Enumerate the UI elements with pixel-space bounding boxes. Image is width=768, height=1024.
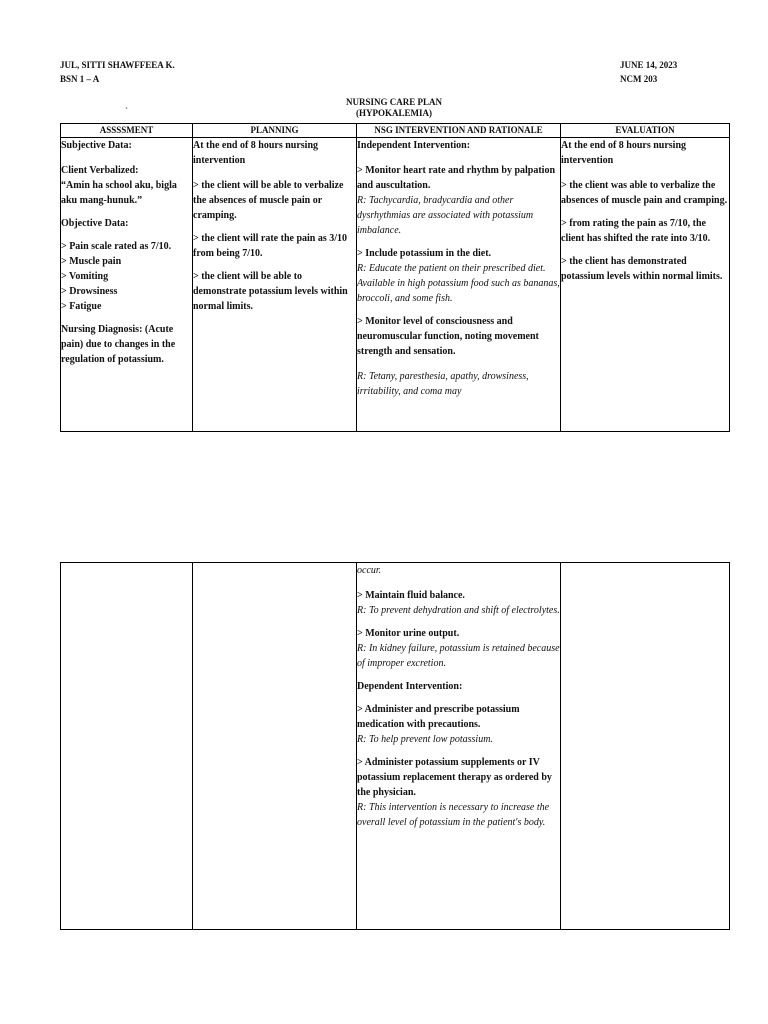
planning-item: > the client will be able to demonstrate potassium levels within normal limits.: [193, 271, 348, 312]
student-name: JUL, SITTI SHAWFFEEA K.: [60, 60, 175, 70]
table-header-row: [61, 124, 730, 138]
dependent-intervention-label: Dependent Intervention:: [357, 681, 463, 692]
evaluation-cell-continued: [561, 563, 730, 930]
planning-cell: [193, 138, 357, 432]
intervention-item: > Monitor urine output.: [357, 628, 460, 639]
objective-item: > Fatigue: [61, 301, 102, 312]
evaluation-item: > the client has demonstrated potassium levels within normal limits.: [561, 256, 723, 282]
assessment-cell: [61, 138, 193, 432]
objective-label: Objective Data:: [61, 218, 129, 229]
care-plan-table-page-1: [60, 123, 730, 432]
intervention-cell-continued: [357, 563, 561, 930]
independent-intervention-label: Independent Intervention:: [357, 140, 471, 151]
planning-cell-continued: [193, 563, 357, 930]
header-planning: PLANNING: [193, 124, 357, 138]
rationale: R: In kidney failure, potassium is retained because of improper excretion.: [357, 643, 560, 669]
intervention-item: > Monitor heart rate and rhythm by palpation and auscultation.: [357, 165, 556, 191]
objective-item: > Drowsiness: [61, 286, 118, 297]
objective-item: > Muscle pain: [61, 256, 122, 267]
client-verbalized-label: Client Verbalized:: [61, 165, 139, 176]
evaluation-item: > from rating the pain as 7/10, the client has shifted the rate into 3/10.: [561, 218, 711, 244]
objective-item: > Pain scale rated as 7/10.: [61, 241, 172, 252]
rationale: R: This intervention is necessary to increase the overall level of potassium in the patient's body.: [357, 802, 550, 828]
planning-item: > the client will rate the pain as 3/10 from being 7/10.: [193, 233, 348, 259]
rationale: R: To prevent dehydration and shift of electrolytes.: [357, 605, 560, 616]
document-title: NURSING CARE PLAN: [345, 97, 442, 107]
rationale: R: To help prevent low potassium.: [357, 734, 493, 745]
planning-item: > the client will be able to verbalize the absences of muscle pain or cramping.: [193, 180, 344, 221]
rationale: R: Tachycardia, bradycardia and other dysrhythmias are associated with potassium imbalance.: [357, 195, 534, 236]
nursing-diagnosis: Nursing Diagnosis: (Acute pain) due to changes in the regulation of potassium.: [61, 324, 176, 365]
header-evaluation: EVALUATION: [561, 124, 730, 138]
intervention-item: > Maintain fluid balance.: [357, 590, 465, 601]
table-row: [61, 138, 730, 432]
document-info: [620, 58, 677, 86]
rationale: R: Educate the patient on their prescribed diet. Available in high potassium food such as bananas, broccoli, and some fish.: [357, 263, 560, 304]
header-assessment: ASSSSMENT: [61, 124, 193, 138]
intervention-cell: [357, 138, 561, 432]
care-plan-table-page-2: [60, 562, 730, 930]
intervention-item: > Monitor level of consciousness and neuromuscular function, noting movement strength and sensation.: [357, 316, 539, 357]
table-row: [61, 563, 730, 930]
subjective-label: Subjective Data:: [61, 140, 132, 151]
intervention-item: > Administer potassium supplements or IV potassium replacement therapy as ordered by the physician.: [357, 757, 552, 798]
student-info: [60, 58, 175, 86]
planning-goal: At the end of 8 hours nursing intervention: [193, 140, 319, 166]
assessment-cell-continued: [61, 563, 193, 930]
intervention-item: > Administer and prescribe potassium medication with precautions.: [357, 704, 520, 730]
evaluation-item: > the client was able to verbalize the absences of muscle pain and cramping.: [561, 180, 728, 206]
course-code: NCM 203: [620, 74, 658, 84]
rationale-continued: occur.: [357, 565, 382, 576]
evaluation-cell: [561, 138, 730, 432]
intervention-item: > Include potassium in the diet.: [357, 248, 492, 259]
student-section: BSN 1 – A: [60, 74, 100, 84]
rationale: R: Tetany, paresthesia, apathy, drowsiness, irritability, and coma may: [357, 371, 529, 397]
objective-item: > Vomiting: [61, 271, 109, 282]
header-intervention: NSG INTERVENTION AND RATIONALE: [357, 124, 561, 138]
client-quote: “Amin ha school aku, bigla aku mang-hunuk.”: [61, 180, 177, 206]
evaluation-goal: At the end of 8 hours nursing intervention: [561, 140, 687, 166]
stray-mark: `: [125, 106, 128, 116]
document-date: JUNE 14, 2023: [620, 60, 678, 70]
document-subtitle: (HYPOKALEMIA): [356, 108, 432, 118]
